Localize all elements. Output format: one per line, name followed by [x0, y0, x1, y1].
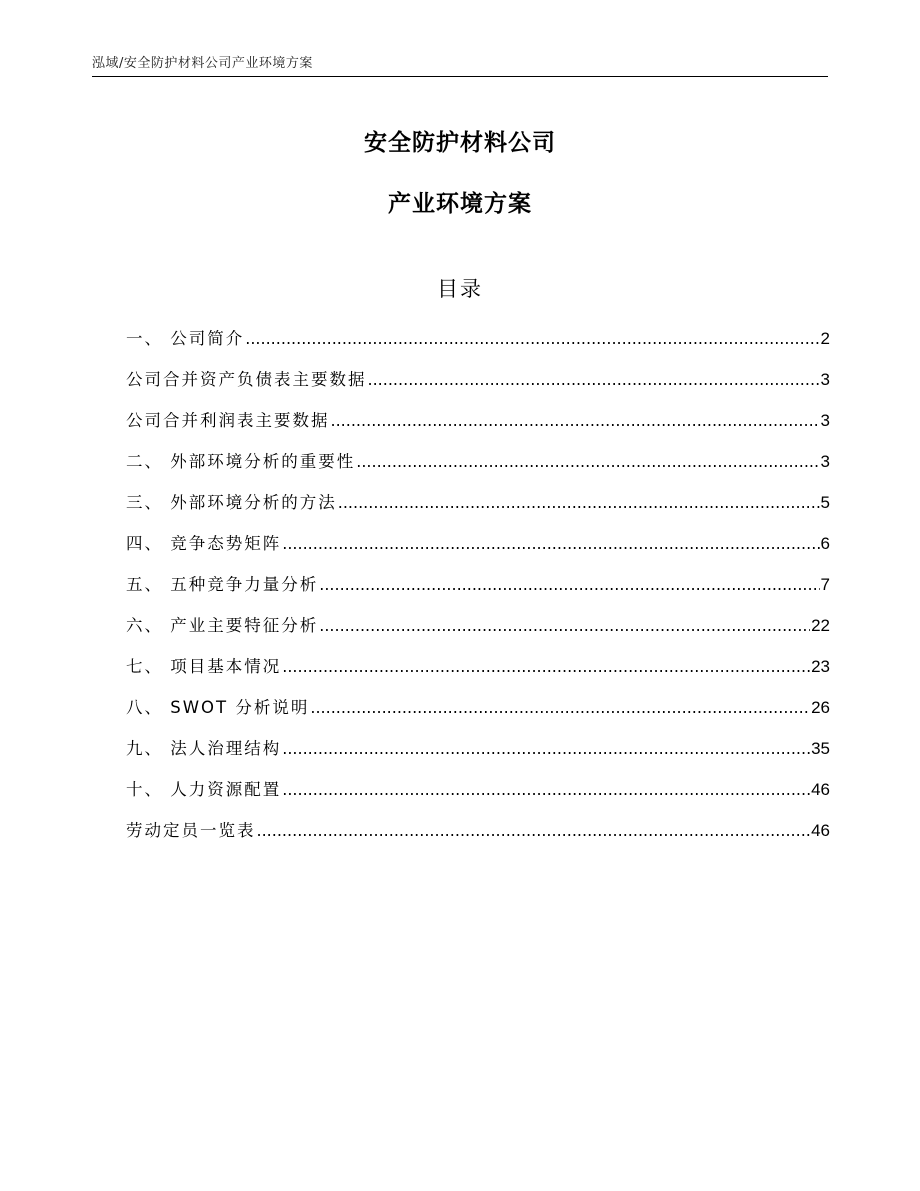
- toc-entry-page-number: 3: [820, 411, 830, 430]
- toc-dot-leader: [331, 400, 820, 441]
- table-of-contents: [126, 318, 830, 851]
- toc-dot-leader: [310, 687, 810, 728]
- document-title-line-1: 安全防护材料公司: [364, 130, 556, 156]
- toc-entry[interactable]: [126, 769, 830, 810]
- toc-entry[interactable]: [126, 441, 830, 482]
- header-divider: [92, 76, 828, 77]
- toc-dot-leader: [319, 605, 810, 646]
- toc-entry-label: 十、 人力资源配置: [126, 780, 282, 799]
- toc-entry-page-number: 23: [811, 657, 830, 676]
- toc-entry-label: 劳动定员一览表: [126, 821, 256, 840]
- toc-entry-page-number: 22: [811, 616, 830, 635]
- toc-dot-leader: [319, 564, 819, 605]
- toc-entry[interactable]: [126, 564, 830, 605]
- toc-entry[interactable]: [126, 728, 830, 769]
- document-title-line-2: 产业环境方案: [388, 191, 532, 217]
- toc-entry-label: 七、 项目基本情况: [126, 657, 282, 676]
- toc-entry-label: 二、 外部环境分析的重要性: [126, 452, 356, 471]
- toc-entry[interactable]: [126, 400, 830, 441]
- toc-entry[interactable]: [126, 646, 830, 687]
- toc-dot-leader: [245, 318, 819, 359]
- toc-entry[interactable]: [126, 605, 830, 646]
- toc-entry-page-number: 46: [811, 780, 830, 799]
- toc-entry[interactable]: [126, 359, 830, 400]
- toc-entry-label: 八、 SWOT 分析说明: [126, 698, 310, 717]
- toc-entry[interactable]: [126, 482, 830, 523]
- toc-entry-page-number: 35: [811, 739, 830, 758]
- toc-entry-page-number: 3: [820, 452, 830, 471]
- toc-dot-leader: [368, 359, 820, 400]
- toc-entry-page-number: 7: [820, 575, 830, 594]
- toc-entry-page-number: 3: [820, 370, 830, 389]
- toc-entry[interactable]: [126, 810, 830, 851]
- toc-heading: 目录: [437, 277, 483, 301]
- toc-dot-leader: [282, 523, 819, 564]
- toc-entry-label: 公司合并利润表主要数据: [126, 411, 330, 430]
- toc-dot-leader: [282, 769, 810, 810]
- toc-dot-leader: [356, 441, 819, 482]
- toc-entry[interactable]: [126, 687, 830, 728]
- toc-dot-leader: [338, 482, 820, 523]
- toc-entry-page-number: 2: [820, 329, 830, 348]
- toc-entry-label: 五、 五种竞争力量分析: [126, 575, 319, 594]
- toc-entry-label: 六、 产业主要特征分析: [126, 616, 319, 635]
- toc-entry-page-number: 5: [820, 493, 830, 512]
- toc-entry-label: 三、 外部环境分析的方法: [126, 493, 337, 512]
- toc-entry-page-number: 46: [811, 821, 830, 840]
- toc-entry-page-number: 26: [811, 698, 830, 717]
- toc-dot-leader: [282, 646, 810, 687]
- toc-entry-page-number: 6: [820, 534, 830, 553]
- toc-entry-label: 四、 竞争态势矩阵: [126, 534, 282, 553]
- toc-entry-label: 公司合并资产负债表主要数据: [126, 370, 367, 389]
- running-header: 泓域/安全防护材料公司产业环境方案: [92, 56, 313, 71]
- toc-dot-leader: [257, 810, 811, 851]
- toc-entry-label: 九、 法人治理结构: [126, 739, 282, 758]
- toc-entry-label: 一、 公司简介: [126, 329, 245, 348]
- toc-entry[interactable]: [126, 523, 830, 564]
- toc-entry[interactable]: [126, 318, 830, 359]
- toc-dot-leader: [282, 728, 810, 769]
